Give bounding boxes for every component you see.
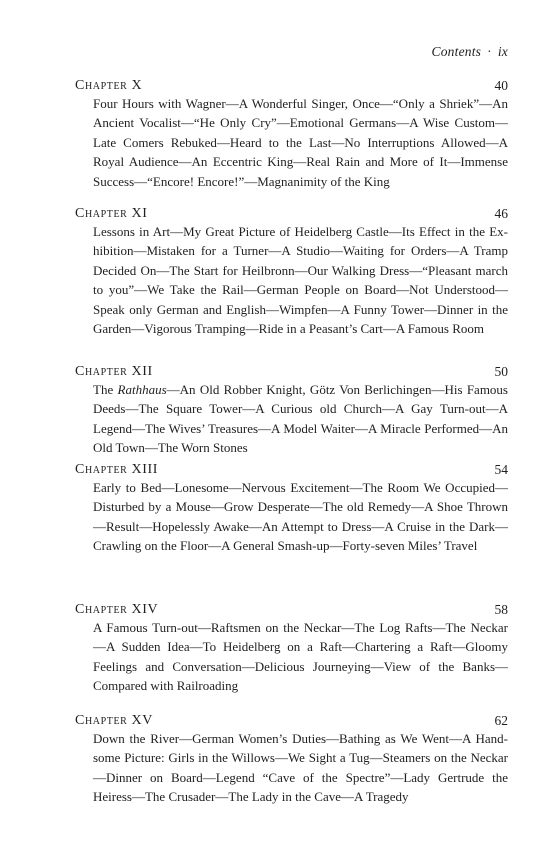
contents-entry-chapter-xii bbox=[75, 364, 508, 458]
chapter-summary bbox=[93, 380, 508, 458]
chapter-page-number: 54 bbox=[494, 462, 508, 477]
running-head bbox=[432, 44, 508, 60]
running-head-separator: · bbox=[487, 44, 492, 59]
chapter-page-number: 58 bbox=[494, 602, 508, 617]
contents-entry-chapter-x bbox=[75, 78, 508, 191]
contents-entry-chapter-xiii bbox=[75, 462, 508, 556]
chapter-title: Chapter XIII bbox=[75, 462, 159, 477]
chapter-summary: Early to Bed—Lonesome—Nervous Excitement—The Room We Occupied—Disturbed by a Mouse—Grow Desperate—The old Remedy—A Shoe Thrown—Result—Hopelessly Awake—An Attempt to Dress—A Cruise in the Dark—Crawling on the Floor—A General Smash-up—Forty-seven Miles’ Travel bbox=[93, 480, 508, 554]
chapter-summary: Four Hours with Wagner—A Wonderful Singer, Once—“Only a Shriek”—An Ancient Vocalist—“He Only Cry”—Emotional Germans—A Wise Custom—Late Comers Rebuked—Heard to the Last—No Interruptions Allowed—A Royal Audience—An Eccentric King—Real Rain and More of It—Immense Success—“Encore! Encore!”—Magnanimity of the King bbox=[93, 96, 508, 189]
chapter-page-number: 40 bbox=[494, 78, 508, 93]
chapter-summary: A Famous Turn-out—Raftsmen on the Neckar—The Log Rafts—The Neckar—A Sudden Idea—To Heidelberg on a Raft—Chartering a Raft—Gloomy Feelings and Conversation—Delicious Journeying—View of the Banks—Compared with Railroading bbox=[93, 620, 508, 694]
chapter-title: Chapter XV bbox=[75, 713, 153, 728]
chapter-title: Chapter X bbox=[75, 78, 143, 93]
chapter-title: Chapter XII bbox=[75, 364, 153, 379]
chapter-page-number: 62 bbox=[494, 713, 508, 728]
chapter-summary-rest: —An Old Robber Knight, Götz Von Berlichingen—His Famous Deeds—The Square Tower—A Curious old Church—A Gay Turn-out—A Legend—The Wives’ Treasures—A Model Waiter—A Miracle Performed—An Old Town—The Worn Stones bbox=[93, 382, 508, 456]
contents-entry-chapter-xiv bbox=[75, 602, 508, 696]
chapter-page-number: 50 bbox=[494, 364, 508, 379]
chapter-title: Chapter XI bbox=[75, 206, 148, 221]
chapter-summary-italic-term: Rathhaus bbox=[117, 382, 167, 397]
chapter-page-number: 46 bbox=[494, 206, 508, 221]
chapter-summary: Lessons in Art—My Great Picture of Heidelberg Castle—Its Effect in the Exhibition—Mistaken for a Turner—A Studio—Waiting for Orders—A Tramp Decided On—The Start for Heilbronn—Our Walking Dress—“Pleasant march to you”—We Take the Rail—German People on Board—Not Understood—Speak only German and English—Wimpfen—A Funny Tower—Dinner in the Garden—Vigorous Tramping—Ride in a Peasant’s Cart—A Famous Room bbox=[93, 224, 508, 337]
running-head-title: Contents bbox=[431, 44, 482, 59]
chapter-summary: Down the River—German Women’s Duties—Bathing as We Went—A Handsome Picture: Girls in the Willows—We Sight a Tug—Steamers on the Neckar—Dinner on Board—Legend “Cave of the Spectre”—Lady Gertrude the Heiress—The Crusader—The Lady in the Cave—A Tragedy bbox=[93, 731, 508, 805]
chapter-title: Chapter XIV bbox=[75, 602, 159, 617]
contents-entry-chapter-xi bbox=[75, 206, 508, 338]
contents-entry-chapter-xv bbox=[75, 713, 508, 807]
running-head-page-number: ix bbox=[497, 44, 508, 59]
chapter-summary-lead: The bbox=[93, 382, 118, 397]
